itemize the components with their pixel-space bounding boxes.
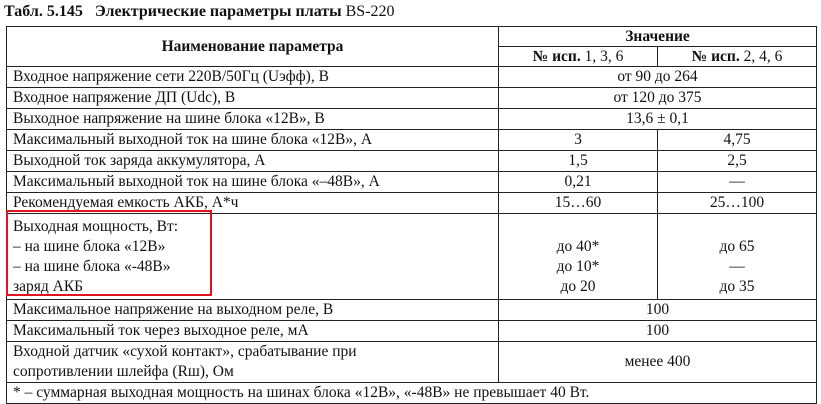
param-name: Максимальный ток через выходное реле, мА — [7, 321, 499, 342]
param-value: от 90 до 264 — [499, 67, 817, 88]
value-column-header: Значение — [499, 27, 817, 47]
param-name: Максимальный выходной ток на шине блока «–48В», А — [7, 172, 499, 193]
param-value-variant2: — — [658, 172, 817, 193]
table-row — [7, 151, 817, 172]
parameters-table — [6, 26, 817, 404]
param-value-variant1: до 40* до 10* до 20 — [499, 214, 658, 300]
param-name: Максимальный выходной ток на шине блока «12В», А — [7, 130, 499, 151]
table-row — [7, 342, 817, 383]
caption-title: Электрические параметры платы — [94, 3, 342, 20]
caption-code: BS-220 — [345, 3, 395, 20]
table-row — [7, 67, 817, 88]
param-value-variant1: 0,21 — [499, 172, 658, 193]
param-name: Выходная мощность, Вт: – на шине блока «12В» – на шине блока «-48В» заряд АКБ — [7, 214, 499, 300]
param-value-variant1: 1,5 — [499, 151, 658, 172]
footnote: * – суммарная выходная мощность на шинах блока «12В», «-48В» не превышает 40 Вт. — [7, 383, 817, 404]
table-row — [7, 193, 817, 214]
table-row — [7, 88, 817, 109]
param-value: менее 400 — [499, 342, 817, 383]
param-value-variant2: 4,75 — [658, 130, 817, 151]
param-value: от 120 до 375 — [499, 88, 817, 109]
header-row — [7, 27, 817, 47]
param-value-variant1: 15…60 — [499, 193, 658, 214]
param-value: 100 — [499, 321, 817, 342]
table-caption — [4, 2, 395, 22]
param-column-header: Наименование параметра — [7, 27, 499, 67]
table-row — [7, 300, 817, 321]
param-name: Выходной ток заряда аккумулятора, А — [7, 151, 499, 172]
table-row — [7, 321, 817, 342]
param-value-variant2: 25…100 — [658, 193, 817, 214]
caption-label: Табл. 5.145 — [4, 3, 83, 20]
param-name: Выходное напряжение на шине блока «12В», В — [7, 109, 499, 130]
param-name: Рекомендуемая емкость АКБ, А*ч — [7, 193, 499, 214]
param-name: Входной датчик «сухой контакт», срабатывание при сопротивлении шлейфа (Rш), Ом — [7, 342, 499, 383]
table-row-output-power — [7, 214, 817, 300]
param-name: Входное напряжение сети 220В/50Гц (Uэфф), В — [7, 67, 499, 88]
variant1-header: № исп. 1, 3, 6 — [499, 47, 658, 67]
param-value-variant1: 3 — [499, 130, 658, 151]
table-row — [7, 130, 817, 151]
param-value-variant2: 2,5 — [658, 151, 817, 172]
variant2-header: № исп. 2, 4, 6 — [658, 47, 817, 67]
table-row — [7, 172, 817, 193]
param-value: 13,6 ± 0,1 — [499, 109, 817, 130]
param-value: 100 — [499, 300, 817, 321]
footnote-row — [7, 383, 817, 404]
param-name: Входное напряжение ДП (Udc), В — [7, 88, 499, 109]
param-name: Максимальное напряжение на выходном реле, В — [7, 300, 499, 321]
param-value-variant2: до 65 — до 35 — [658, 214, 817, 300]
table-row — [7, 109, 817, 130]
